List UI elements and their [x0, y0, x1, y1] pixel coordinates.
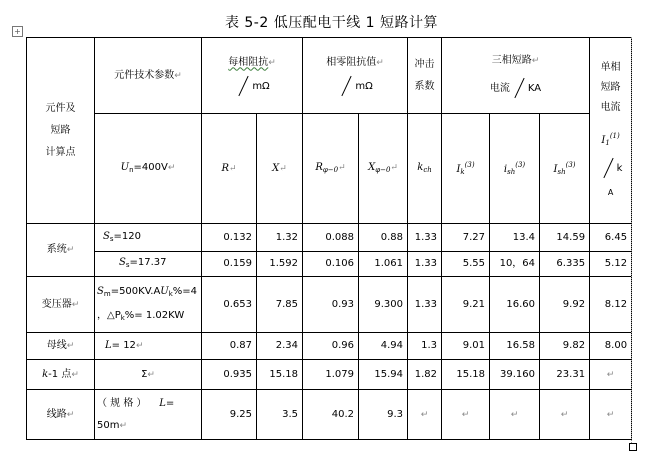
bus-param: L= 12↵: [95, 333, 202, 360]
cell: 0.935: [202, 360, 257, 390]
cell: 1.33: [408, 252, 442, 277]
cell: ↵: [442, 390, 490, 440]
cell: 1.32: [257, 224, 303, 252]
cell: 6.335: [540, 252, 590, 277]
impulse-header: 冲击 系数: [408, 38, 442, 114]
k-header: $k_{ch}$: [408, 114, 442, 224]
table-row: [27, 390, 632, 440]
cell: 5.12: [590, 252, 632, 277]
cell: ↵: [540, 390, 590, 440]
k1-label: k-1 点↵: [27, 360, 95, 390]
table-title: 表 5-2 低压配电干线 1 短路计算: [224, 15, 439, 31]
resize-handle-icon[interactable]: [629, 443, 637, 451]
line-param: （ 规 格 ） L= 50m↵: [95, 390, 202, 440]
cell: 39.160: [490, 360, 540, 390]
cell: 0.87: [202, 333, 257, 360]
cell: 7.85: [257, 277, 303, 333]
table-row: [27, 333, 632, 360]
cell: 5.55: [442, 252, 490, 277]
table-row: [27, 360, 632, 390]
bus-label: 母线↵: [27, 333, 95, 360]
three-phase-header: 三相短路↵ 电流 KA: [442, 38, 590, 114]
cell: 2.34: [257, 333, 303, 360]
cell: 1.3: [408, 333, 442, 360]
cell: 9.92: [540, 277, 590, 333]
cell: 16.60: [490, 277, 540, 333]
cell: 6.45: [590, 224, 632, 252]
cell: 1.33: [408, 224, 442, 252]
column-guide: [631, 37, 633, 447]
cell: 0.088: [303, 224, 359, 252]
cell: 8.12: [590, 277, 632, 333]
cell: 15.18: [257, 360, 303, 390]
k1-param: Σ↵: [95, 360, 202, 390]
system1-param: $S_s=120$: [95, 224, 202, 252]
cell: 7.27: [442, 224, 490, 252]
cell: 8.00: [590, 333, 632, 360]
table-row: [27, 252, 632, 277]
cell: 9.3: [359, 390, 408, 440]
ish3-peak-header: $i_{sh}^{(3)}$: [490, 114, 540, 224]
cell: 1.592: [257, 252, 303, 277]
cell: 15.18: [442, 360, 490, 390]
component-header: 元件及 短路 计算点: [27, 38, 95, 224]
cell: 0.159: [202, 252, 257, 277]
cell: 9.25: [202, 390, 257, 440]
transformer-param: $S_m=500KV.AU_k\%=4$ ，$\triangle P_k\%= 1.02KW$: [95, 277, 202, 333]
cell: 1.82: [408, 360, 442, 390]
cell: ↵: [490, 390, 540, 440]
r-header: R↵: [202, 114, 257, 224]
cell: 9.82: [540, 333, 590, 360]
x-zero-header: $X_{\varphi-0}↵$: [359, 114, 408, 224]
transformer-label: 变压器↵: [27, 277, 95, 333]
cell: 4.94: [359, 333, 408, 360]
cell: 16.58: [490, 333, 540, 360]
tech-params-header: 元件技术参数↵: [95, 38, 202, 114]
cell: 0.88: [359, 224, 408, 252]
x-header: X↵: [257, 114, 303, 224]
cell: 15.94: [359, 360, 408, 390]
cell: 40.2: [303, 390, 359, 440]
cell: 0.96: [303, 333, 359, 360]
cell: 10，64: [490, 252, 540, 277]
system2-param: $S_s=17.37$: [95, 252, 202, 277]
single-phase-header: 单相 短路 电流 $I_1^{(1)}$ k A: [590, 38, 632, 224]
cell: 9.21: [442, 277, 490, 333]
cell: ↵: [590, 360, 632, 390]
cell: ↵: [408, 390, 442, 440]
cell: 1.079: [303, 360, 359, 390]
r-zero-header: $R_{\varphi-0}↵$: [303, 114, 359, 224]
table-row: [27, 277, 632, 333]
system-label: 系统↵: [27, 224, 95, 277]
cell: 0.132: [202, 224, 257, 252]
cell: 23.31: [540, 360, 590, 390]
cell: 14.59: [540, 224, 590, 252]
cell: 0.653: [202, 277, 257, 333]
ish3-rms-header: $I_{sh}^{(3)}$: [540, 114, 590, 224]
cell: 0.93: [303, 277, 359, 333]
short-circuit-table: [26, 37, 632, 440]
cell: 13.4: [490, 224, 540, 252]
cell: 1.061: [359, 252, 408, 277]
ik3-header: $I_k^{(3)}$: [442, 114, 490, 224]
voltage-cell: $U_n=400V↵$: [95, 114, 202, 224]
cell: 9.300: [359, 277, 408, 333]
line-label: 线路↵: [27, 390, 95, 440]
move-handle-icon[interactable]: +: [12, 26, 23, 37]
cell: 1.33: [408, 277, 442, 333]
phase-impedance-header: 每相阻抗↵ mΩ: [202, 38, 303, 114]
cell: ↵: [590, 390, 632, 440]
table-row: [27, 224, 632, 252]
cell: 3.5: [257, 390, 303, 440]
cell: 9.01: [442, 333, 490, 360]
cell: 0.106: [303, 252, 359, 277]
zero-impedance-header: 相零阻抗值↵ mΩ: [303, 38, 408, 114]
